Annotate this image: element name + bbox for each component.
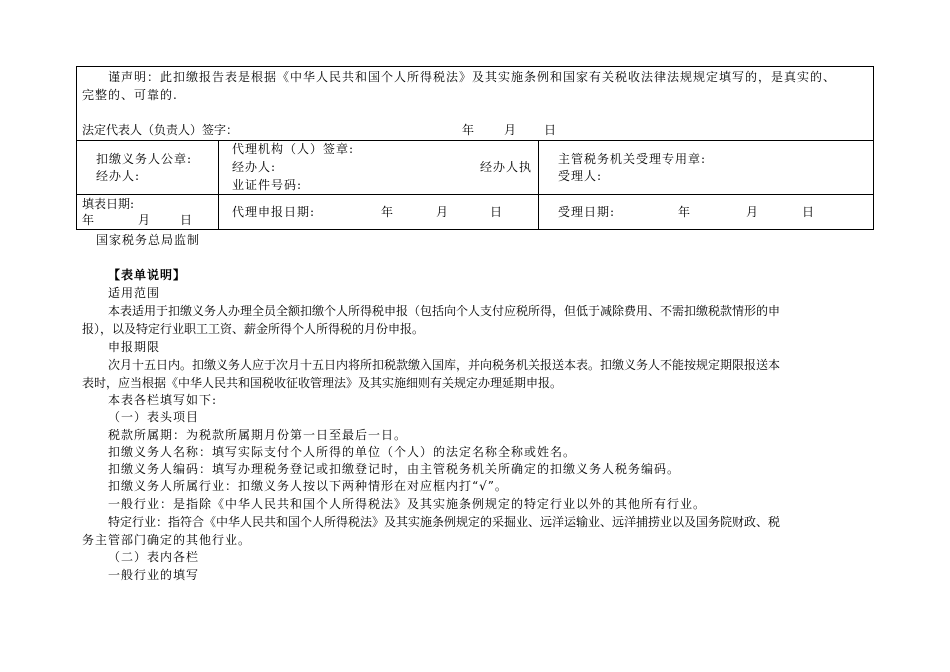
table-divider (218, 140, 219, 230)
declaration-line-1: 谨声明：此扣缴报告表是根据《中华人民共和国个人所得税法》及其实施条例和国家有关税收法律法规规定填写的，是真实的、 (108, 70, 837, 84)
name-desc: 扣缴义务人名称：填写实际支付个人所得的单位（个人）的法定名称全称或姓名。 (108, 445, 577, 459)
fill-date-day: 日 (180, 213, 193, 227)
header-items-title: （一）表头项目 (108, 410, 200, 424)
agency-seal-label: 代理机构（人）签章: (232, 142, 355, 156)
agent-date-month: 月 (436, 205, 449, 219)
signer-label: 法定代表人（负责人）签字： (82, 123, 239, 137)
fill-date-year: 年 (82, 213, 95, 227)
special-industry-line-2: 务主管部门确定的其他行业。 (82, 533, 252, 547)
fill-date-label: 填表日期: (82, 197, 135, 211)
agency-cert-label: 业证件号码: (232, 178, 303, 192)
receiver-label: 受理人: (558, 169, 603, 183)
fields-intro: 本表各栏填写如下: (108, 393, 218, 407)
accept-date-month: 月 (746, 205, 759, 219)
code-desc: 扣缴义务人编码：填写办理税务登记或扣缴登记时，由主管税务机关所确定的扣缴义务人税务编码。 (108, 462, 681, 476)
special-industry-line-1: 特定行业：指符合《中华人民共和国个人所得税法》及其实施条例规定的采掘业、远洋运输业、远洋捕捞业以及国务院财政、税 (108, 515, 781, 529)
declaration-line-2: 完整的、可靠的. (82, 88, 178, 102)
table-divider (76, 194, 874, 195)
fill-date-month: 月 (138, 213, 151, 227)
period-desc: 税款所属期：为税款所属期月份第一日至最后一日。 (108, 428, 408, 442)
supervisor-note: 国家税务总局监制 (96, 233, 201, 247)
withholder-seal-label: 扣缴义务人公章: (96, 152, 193, 166)
instructions-heading: 【表单说明】 (108, 268, 187, 282)
agency-handler-label: 经办人: (232, 160, 277, 174)
table-divider (538, 140, 539, 230)
sign-month: 月 (504, 123, 517, 137)
agent-date-label: 代理申报日期: (232, 205, 316, 219)
tax-office-seal-label: 主管税务机关受理专用章: (558, 152, 707, 166)
agent-date-year: 年 (381, 205, 394, 219)
scope-line-1: 本表适用于扣缴义务人办理全员全额扣缴个人所得税申报（包括向个人支付应税所得，但低于减除费用、不需扣缴税款情形的申 (108, 304, 781, 318)
general-industry-desc: 一般行业：是指除《中华人民共和国个人所得税法》及其实施条例规定的特定行业以外的其他所有行业。 (108, 497, 707, 511)
deadline-line-2: 表时，应当根据《中华人民共和国税收征收管理法》及其实施细则有关规定办理延期申报。 (82, 376, 563, 390)
withholder-handler-label: 经办人: (96, 169, 141, 183)
accept-date-day: 日 (802, 205, 815, 219)
agent-date-day: 日 (490, 205, 503, 219)
accept-date-label: 受理日期: (558, 205, 616, 219)
table-items-title: （二）表内各栏 (108, 550, 200, 564)
industry-desc: 扣缴义务人所属行业：扣缴义务人按以下两种情形在对应框内打“√”。 (108, 479, 508, 493)
sign-year: 年 (462, 123, 475, 137)
scope-line-2: 报），以及特定行业职工工资、薪金所得个人所得税的月份申报。 (82, 322, 425, 336)
general-fill-title: 一般行业的填写 (108, 568, 200, 582)
sign-day: 日 (544, 123, 557, 137)
accept-date-year: 年 (678, 205, 691, 219)
agency-handler-license-label: 经办人执 (480, 160, 533, 174)
deadline-line-1: 次月十五日内。扣缴义务人应于次月十五日内将所扣税款缴入国库，并向税务机关报送本表。扣缴义务人不能按规定期限报送本 (108, 358, 781, 372)
deadline-title: 申报期限 (108, 340, 161, 354)
table-divider (76, 140, 874, 141)
scope-title: 适用范围 (108, 286, 161, 300)
